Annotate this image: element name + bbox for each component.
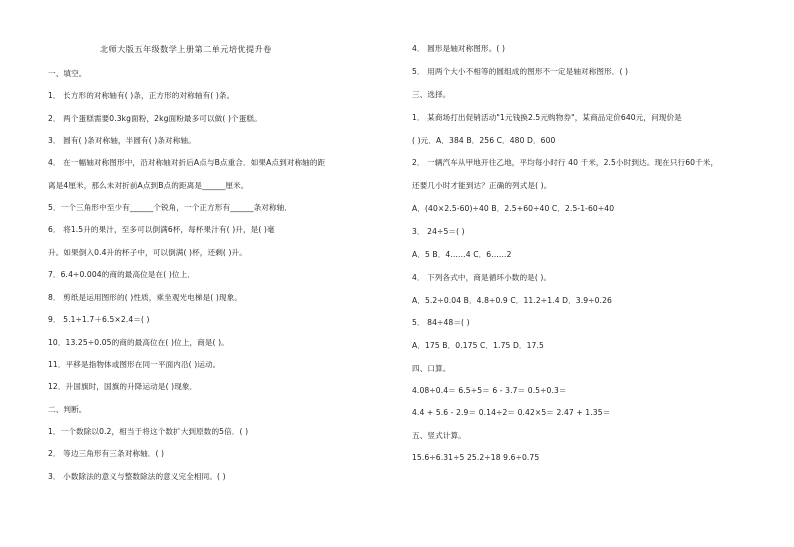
question-line: 3． 圆有( )条对称轴，半圆有( )条对称轴。 bbox=[48, 136, 196, 145]
oral-calc-row: 4.4 + 5.6 - 2.9＝ 0.14÷2＝ 0.42×5＝ 2.47 + 1.35＝ bbox=[412, 408, 611, 417]
question-options: ( )元．A．384 B．256 C．480 D．600 bbox=[412, 136, 556, 145]
section-heading-oral-calc: 四、口算。 bbox=[412, 364, 451, 373]
question-line: 4． 下列各式中，商是循环小数的是( )。 bbox=[412, 273, 552, 282]
oral-calc-row: 4.08÷0.4＝ 6.5÷5＝ 6 - 3.7＝ 0.5÷0.3＝ bbox=[412, 386, 567, 395]
question-line: 10．13.25÷0.05的商的最高位在( )位上，商是( )。 bbox=[48, 338, 229, 347]
question-line: 3． 24÷5＝( ) bbox=[412, 227, 465, 236]
question-line: 4． 圆形是轴对称图形。( ) bbox=[412, 44, 506, 53]
section-heading-choice: 三、选择。 bbox=[412, 90, 451, 99]
question-line: 12．升国旗时，国旗的升降运动是( )现象． bbox=[48, 382, 198, 391]
question-line: 11．平移是指物体或图形在同一平面内沿( )运动。 bbox=[48, 360, 221, 369]
question-line: 1． 某商场打出促销活动"1元钱换2.5元购物券"，某商品定价640元，问现价是 bbox=[412, 113, 682, 122]
question-line: 8． 剪纸是运用图形的( )性质，乘坐观光电梯是( )现象。 bbox=[48, 293, 242, 302]
question-line: 5． 84÷48＝( ) bbox=[412, 318, 470, 327]
question-line: 6． 将1.5升的果汁，至多可以倒满6杯，每杯果汁有( )升，是( )毫 bbox=[48, 225, 275, 234]
question-line: 9． 5.1÷1.7＋6.5×2.4＝( ) bbox=[48, 315, 150, 324]
worksheet-title: 北师大版五年级数学上册第二单元培优提升卷 bbox=[100, 44, 272, 54]
question-options: A．175 B．0.175 C．1.75 D．17.5 bbox=[412, 341, 544, 350]
question-options: A．5 B．4……4 C．6……2 bbox=[412, 250, 512, 259]
section-heading-true-false: 二、判断。 bbox=[48, 405, 87, 414]
section-heading-vertical-calc: 五、竖式计算。 bbox=[412, 431, 466, 440]
question-line: 升。如果倒入0.4升的杯子中，可以倒满( )杯，还剩( )升。 bbox=[48, 248, 247, 257]
vertical-calc-row: 15.6÷6.31÷5 25.2÷18 9.6÷0.75 bbox=[412, 453, 540, 462]
question-line: 7．6.4÷0.004的商的最高位是在( )位上． bbox=[48, 270, 195, 279]
question-line: 4． 在一幅轴对称图形中，沿对称轴对折后A点与B点重合．如果A点到对称轴的距 bbox=[48, 158, 326, 167]
question-line: 2． 一辆汽车从甲地开往乙地，平均每小时行 40 千米，2.5小时到达。现在只行60千米， bbox=[412, 158, 719, 167]
question-options: A．5.2÷0.04 B．4.8÷0.9 C．11.2÷1.4 D．3.9÷0.26 bbox=[412, 296, 612, 305]
question-line: 1．一个数除以0.2，相当于将这个数扩大到原数的5倍．( ) bbox=[48, 427, 249, 436]
question-line: 1． 长方形的对称轴有( )条，正方形的对称轴有( )条。 bbox=[48, 91, 235, 100]
question-line: 2． 等边三角形有三条对称轴．( ) bbox=[48, 449, 165, 458]
question-line: 5． 用两个大小不相等的圆组成的图形不一定是轴对称图形．( ) bbox=[412, 67, 629, 76]
question-line: 5．一个三角形中至少有______个锐角，一个正方形有______条对称轴． bbox=[48, 203, 293, 212]
question-line: 离是4厘米，那么未对折前A点到B点的距离是______厘米。 bbox=[48, 181, 249, 190]
section-heading-fill-blank: 一、填空。 bbox=[48, 69, 87, 78]
question-line: 3． 小数除法的意义与整数除法的意义完全相同。( ) bbox=[48, 472, 226, 481]
question-line: 2． 两个蛋糕需要0.3kg面粉，2kg面粉最多可以做( )个蛋糕。 bbox=[48, 114, 262, 123]
question-options: A．(40×2.5-60)÷40 B．2.5+60÷40 C．2.5-1-60÷40 bbox=[412, 204, 615, 213]
question-line: 还要几小时才能到达？正确的列式是( )。 bbox=[412, 181, 552, 190]
